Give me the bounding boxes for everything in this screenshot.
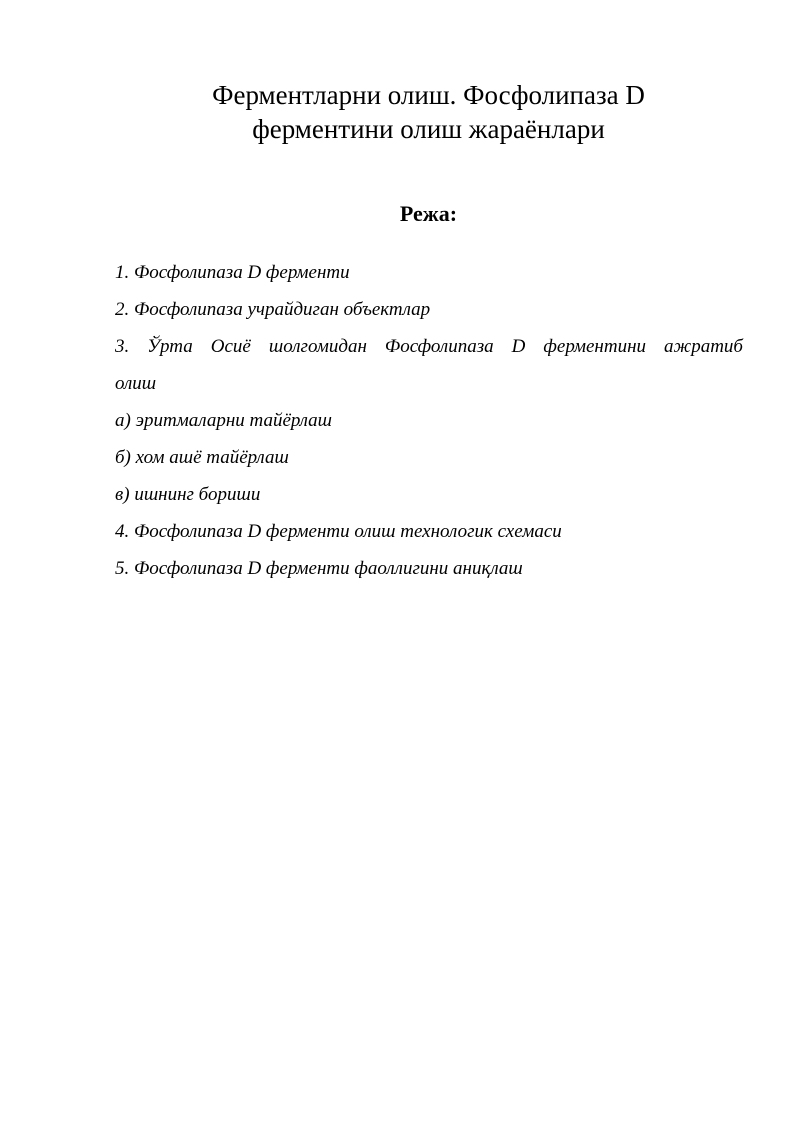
plan-item-3-word: Фосфолипаза bbox=[384, 336, 494, 357]
plan-item-3-continuation: олиш bbox=[115, 373, 157, 394]
plan-subitem-a: а) эритмаларни тайёрлаш bbox=[115, 410, 333, 431]
plan-heading: Режа: bbox=[399, 201, 458, 226]
plan-subitem-b: б) хом ашё тайёрлаш bbox=[115, 447, 289, 468]
plan-item-2: 2. Фосфолипаза учрайдиган объектлар bbox=[115, 299, 431, 320]
plan-item-5: 5. Фосфолипаза D ферменти фаоллигини аниқлаш bbox=[115, 558, 523, 579]
plan-item-3-word: ферментини bbox=[543, 336, 646, 357]
title-line-1: Ферментларни олиш. Фосфолипаза D bbox=[212, 80, 645, 110]
plan-item-3-word: 3. bbox=[115, 336, 130, 357]
plan-item-3 bbox=[115, 328, 743, 365]
plan-item-3-word: шолгомидан bbox=[268, 336, 367, 357]
title-line-2: ферментини олиш жараёнлари bbox=[252, 114, 605, 144]
plan-item-3-word: ажратиб bbox=[664, 336, 743, 357]
plan-item-1: 1. Фосфолипаза D ферменти bbox=[115, 262, 350, 283]
plan-item-3-word: Осиё bbox=[210, 336, 251, 357]
plan-item-3-word: D bbox=[511, 336, 526, 357]
plan-subitem-c: в) ишнинг бориши bbox=[115, 484, 261, 505]
plan-item-3-word: Ўрта bbox=[147, 336, 193, 357]
document-title bbox=[0, 78, 800, 146]
plan-item-4: 4. Фосфолипаза D ферменти олиш технологик схемаси bbox=[115, 521, 562, 542]
plan-list bbox=[115, 254, 743, 587]
